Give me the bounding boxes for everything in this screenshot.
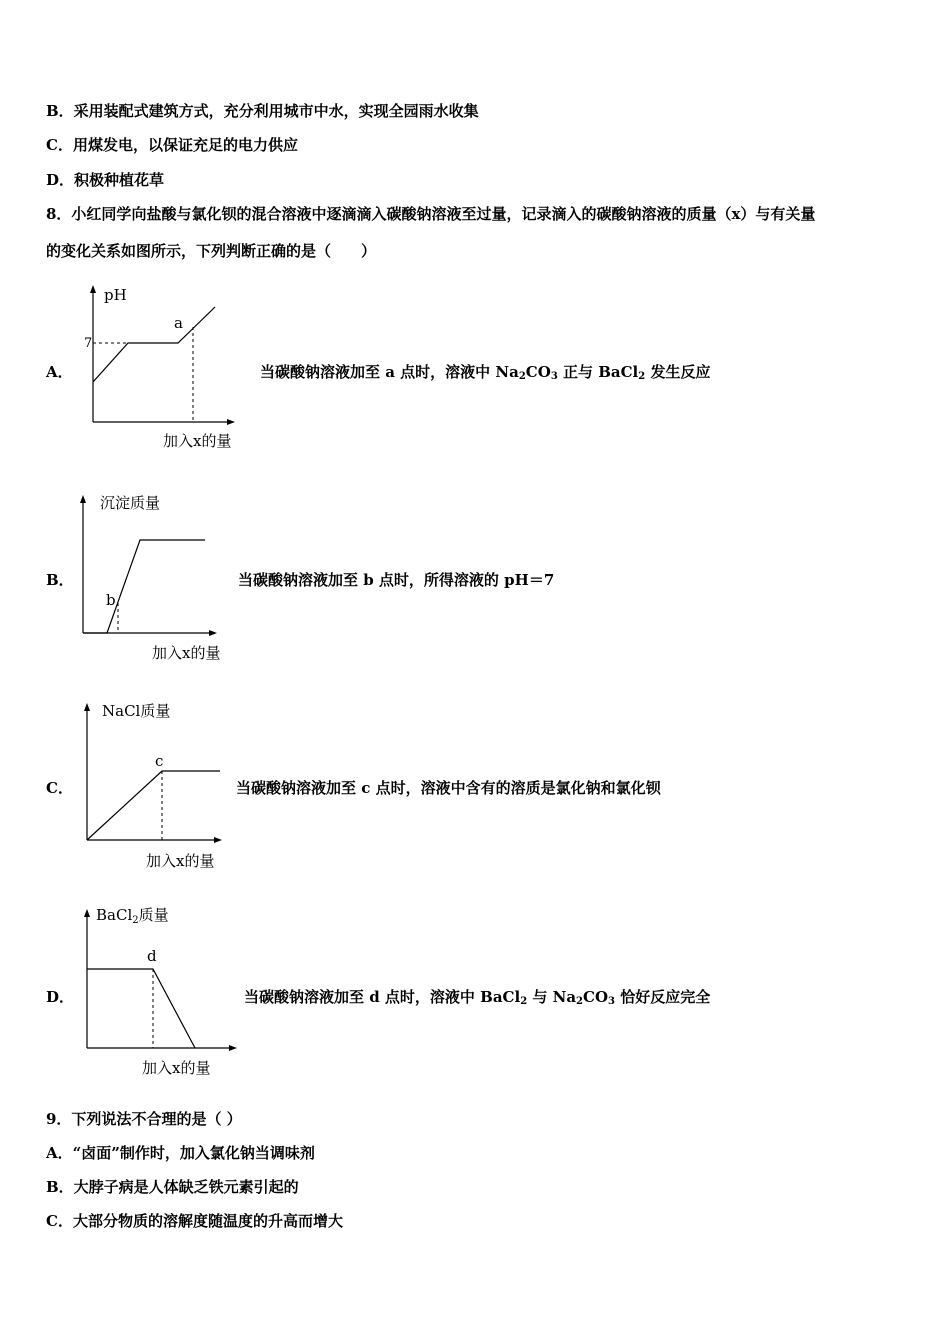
graph-d [60, 902, 250, 1082]
option-c-letter: C． [46, 779, 73, 797]
graph-a [60, 280, 260, 455]
option-a-text: 当碳酸钠溶液加至 a 点时，溶液中 $Na_2CO_3$ 正与 BaCl$_2$ 发生反应 [260, 363, 711, 382]
question-9-stem: 9．下列说法不合理的是（ ） [46, 1110, 242, 1128]
graph-d-x-arrow [229, 1045, 237, 1051]
graph-b-y-arrow [80, 495, 86, 503]
graph-d-y-arrow [84, 909, 90, 917]
graph-c-point-label: c [155, 752, 164, 770]
graph-b-point-label: b [106, 591, 116, 609]
option-c-prev-question: C．用煤发电，以保证充足的电力供应 [46, 136, 298, 154]
option-d-text: 当碳酸钠溶液加至 d 点时，溶液中 BaCl$_2$ 与 $Na_2CO_3$ 恰好反应完全 [244, 988, 711, 1007]
question-8-stem-line2: 的变化关系如图所示，下列判断正确的是（ ） [46, 242, 377, 260]
option-d-prev-question: D．积极种植花草 [46, 171, 165, 189]
option-b-prev-question: B．采用装配式建筑方式，充分利用城市中水，实现全园雨水收集 [46, 102, 479, 120]
option-d-letter: D． [46, 988, 75, 1006]
graph-c-ylabel: NaCl质量 [102, 702, 171, 720]
graph-a-ylabel: pH [104, 286, 127, 304]
graph-b-precipitate-curve [83, 540, 205, 633]
graph-b [60, 488, 240, 668]
graph-a-y-arrow [90, 285, 96, 293]
graph-a-x-arrow [227, 419, 235, 425]
option-c-text: 当碳酸钠溶液加至 c 点时，溶液中含有的溶质是氯化钠和氯化钡 [236, 779, 661, 797]
graph-a-ph-curve [93, 307, 215, 382]
question-8-stem-line1: 8．小红同学向盐酸与氯化钡的混合溶液中逐滴滴入碳酸钠溶液至过量，记录滴入的碳酸钠溶液的质量（x）与有关量 [46, 205, 816, 223]
graph-a-point-label: a [174, 314, 183, 332]
question-9-option-a: A．“卤面”制作时，加入氯化钠当调味剂 [46, 1144, 315, 1162]
graph-d-point-label: d [147, 947, 157, 965]
graph-c-nacl-curve [87, 771, 220, 840]
graph-d-xlabel: 加入x的量 [142, 1059, 211, 1077]
graph-d-bacl2-curve [87, 969, 195, 1048]
option-b-letter: B． [46, 571, 74, 589]
graph-a-xlabel: 加入x的量 [163, 432, 232, 450]
graph-d-ylabel: BaCl$_2$质量 [96, 906, 169, 926]
graph-b-xlabel: 加入x的量 [152, 644, 221, 662]
question-9-option-b: B．大脖子病是人体缺乏铁元素引起的 [46, 1178, 299, 1196]
graph-b-x-arrow [209, 630, 217, 636]
graph-a-tick-7: 7 [84, 336, 93, 351]
option-a-letter: A． [46, 363, 73, 381]
graph-c [60, 696, 240, 876]
graph-c-y-arrow [84, 703, 90, 711]
option-b-text: 当碳酸钠溶液加至 b 点时，所得溶液的 pH＝7 [238, 571, 555, 589]
graph-b-ylabel: 沉淀质量 [100, 494, 161, 512]
question-9-option-c: C．大部分物质的溶解度随温度的升高而增大 [46, 1212, 343, 1230]
graph-c-xlabel: 加入x的量 [146, 852, 215, 870]
graph-c-x-arrow [214, 837, 222, 843]
